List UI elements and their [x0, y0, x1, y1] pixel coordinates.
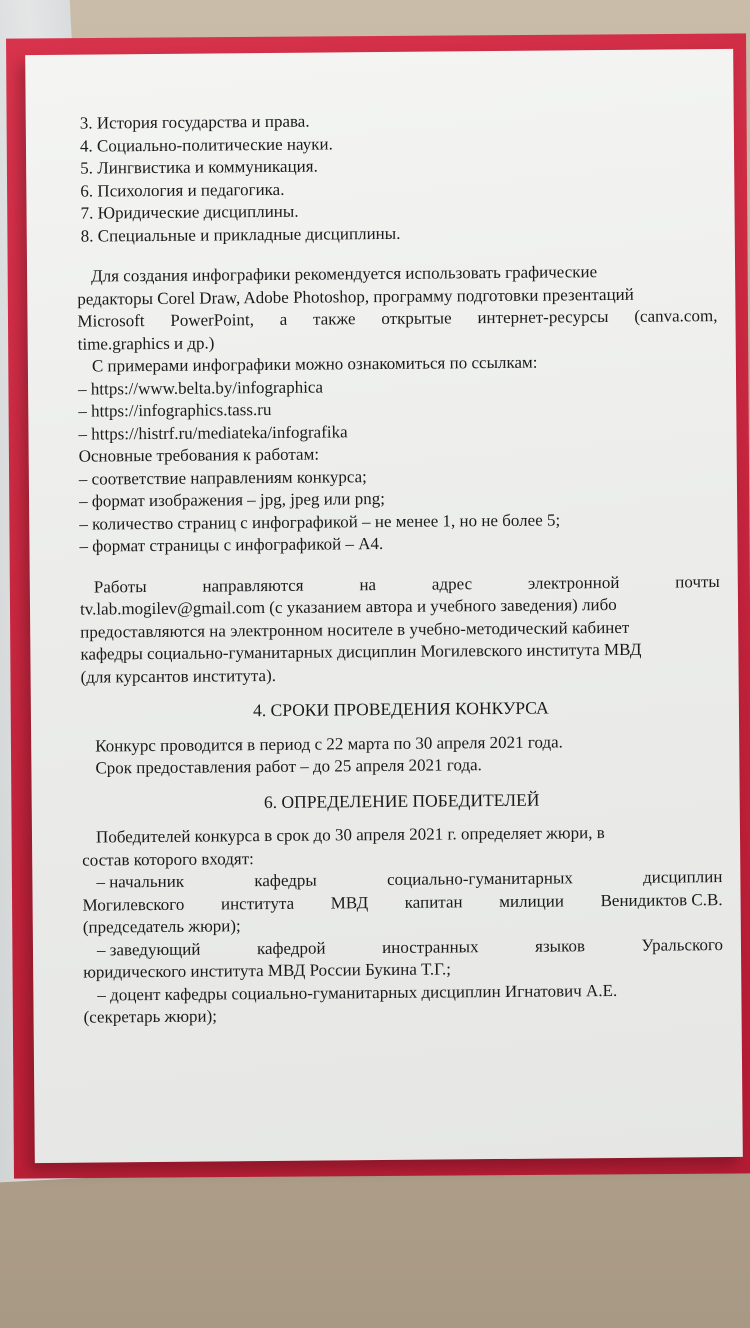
- paragraph-line: редакторы Corel Draw, Adobe Photoshop, программу подготовки презентаций: [77, 284, 634, 309]
- submission-paragraph: [80, 571, 721, 689]
- section-6-body: [82, 821, 724, 1029]
- paragraph-line: предоставляются на электронном носителе в учебно-методический кабинет: [80, 617, 630, 642]
- jury-member-line: – доцент кафедры социально-гуманитарных дисциплин Игнатович А.Е.: [97, 980, 618, 1005]
- jury-member-line: (председатель жюри);: [82, 916, 241, 937]
- list-item: 7. Юридические дисциплины.: [80, 201, 299, 223]
- word: Могилевского: [82, 894, 185, 915]
- paragraph-line: Конкурс проводится в период с 22 марта по 30 апреля 2021 года.: [95, 731, 563, 756]
- paragraph-line: tv.lab.mogilev@gmail.com (с указанием автора и учебного заведения) либо: [79, 594, 617, 619]
- requirements-block: [79, 440, 720, 558]
- paragraph-line: time.graphics и др.): [77, 332, 215, 354]
- jury-member-line: (секретарь жюри);: [83, 1006, 218, 1027]
- document-page: [25, 49, 743, 1163]
- word: МВД: [330, 892, 369, 912]
- requirement-item: – соответствие направлениям конкурса;: [78, 466, 367, 489]
- paragraph-line: (для курсантов института).: [80, 665, 277, 687]
- requirements-heading: Основные требования к работам:: [78, 444, 320, 466]
- word: электронной: [527, 572, 620, 593]
- word: на: [359, 574, 377, 594]
- jury-member-line: юридического института МВД России Букина Т.Г.;: [83, 959, 452, 982]
- section-6-title: 6. ОПРЕДЕЛЕНИЕ ПОБЕДИТЕЛЕЙ: [263, 789, 540, 812]
- list-item: 6. Психология и педагогика.: [80, 179, 285, 201]
- word: Работы: [93, 576, 147, 597]
- word: языков: [534, 935, 586, 956]
- word: Microsoft: [77, 311, 145, 331]
- word: иностранных: [382, 936, 479, 957]
- examples-heading: С примерами инфографики можно ознакомиться по ссылкам:: [91, 352, 538, 376]
- word: также: [312, 309, 356, 329]
- word: почты: [675, 571, 720, 591]
- section-4-title: 4. СРОКИ ПРОВЕДЕНИЯ КОНКУРСА: [253, 697, 549, 721]
- word: института: [220, 893, 295, 913]
- word: – заведующий: [96, 939, 201, 960]
- word: а: [279, 309, 288, 329]
- word: – начальник: [96, 871, 185, 892]
- paragraph-line: Победителей конкурса в срок до 30 апреля 2021 г. определяет жюри, в: [95, 823, 605, 847]
- word: кафедры: [254, 870, 317, 891]
- requirement-item: – количество страниц с инфографикой – не менее 1, но не более 5;: [79, 509, 561, 534]
- intro-paragraph: [77, 260, 718, 356]
- word: (canva.com,: [634, 306, 718, 326]
- word: интернет-ресурсы: [477, 307, 609, 328]
- paragraph-line: состав которого входят:: [82, 848, 254, 870]
- word: капитан: [404, 891, 463, 912]
- requirement-item: – формат страницы с инфографикой – А4.: [79, 534, 384, 556]
- example-link: – https://www.belta.by/infographica: [78, 377, 324, 399]
- requirement-item: – формат изображения – jpg, jpeg или png;: [78, 488, 385, 511]
- word: Уральского: [641, 934, 724, 955]
- word: PowerPoint,: [170, 310, 255, 330]
- list-item: 8. Специальные и прикладные дисциплины.: [80, 223, 401, 246]
- word: открытые: [381, 308, 452, 329]
- word: социально-гуманитарных: [386, 868, 573, 889]
- paragraph-line: Для создания инфографики рекомендуется использовать графические: [91, 262, 598, 286]
- example-link: – https://infographics.tass.ru: [78, 399, 272, 421]
- examples-block: [78, 350, 719, 446]
- word: милиции: [499, 890, 564, 911]
- example-link: – https://histrf.ru/mediateka/infografika: [78, 421, 348, 444]
- paragraph-line: кафедры социально-гуманитарных дисциплин Могилевского института МВД: [80, 639, 642, 664]
- paragraph-line: Срок предоставления работ – до 25 апреля 2021 года.: [95, 755, 482, 778]
- document-text: [76, 107, 724, 1029]
- list-item: 3. История государства и права.: [79, 111, 310, 133]
- word: Венидиктов С.В.: [600, 889, 723, 910]
- section-4-body: [81, 730, 721, 781]
- word: адрес: [431, 573, 473, 594]
- list-item: 4. Социально-политические науки.: [79, 133, 333, 156]
- word: дисциплин: [643, 867, 723, 887]
- word: направляются: [202, 575, 304, 596]
- list-item: 5. Лингвистика и коммуникация.: [80, 156, 318, 178]
- word: кафедрой: [256, 938, 326, 958]
- discipline-list: [76, 107, 717, 248]
